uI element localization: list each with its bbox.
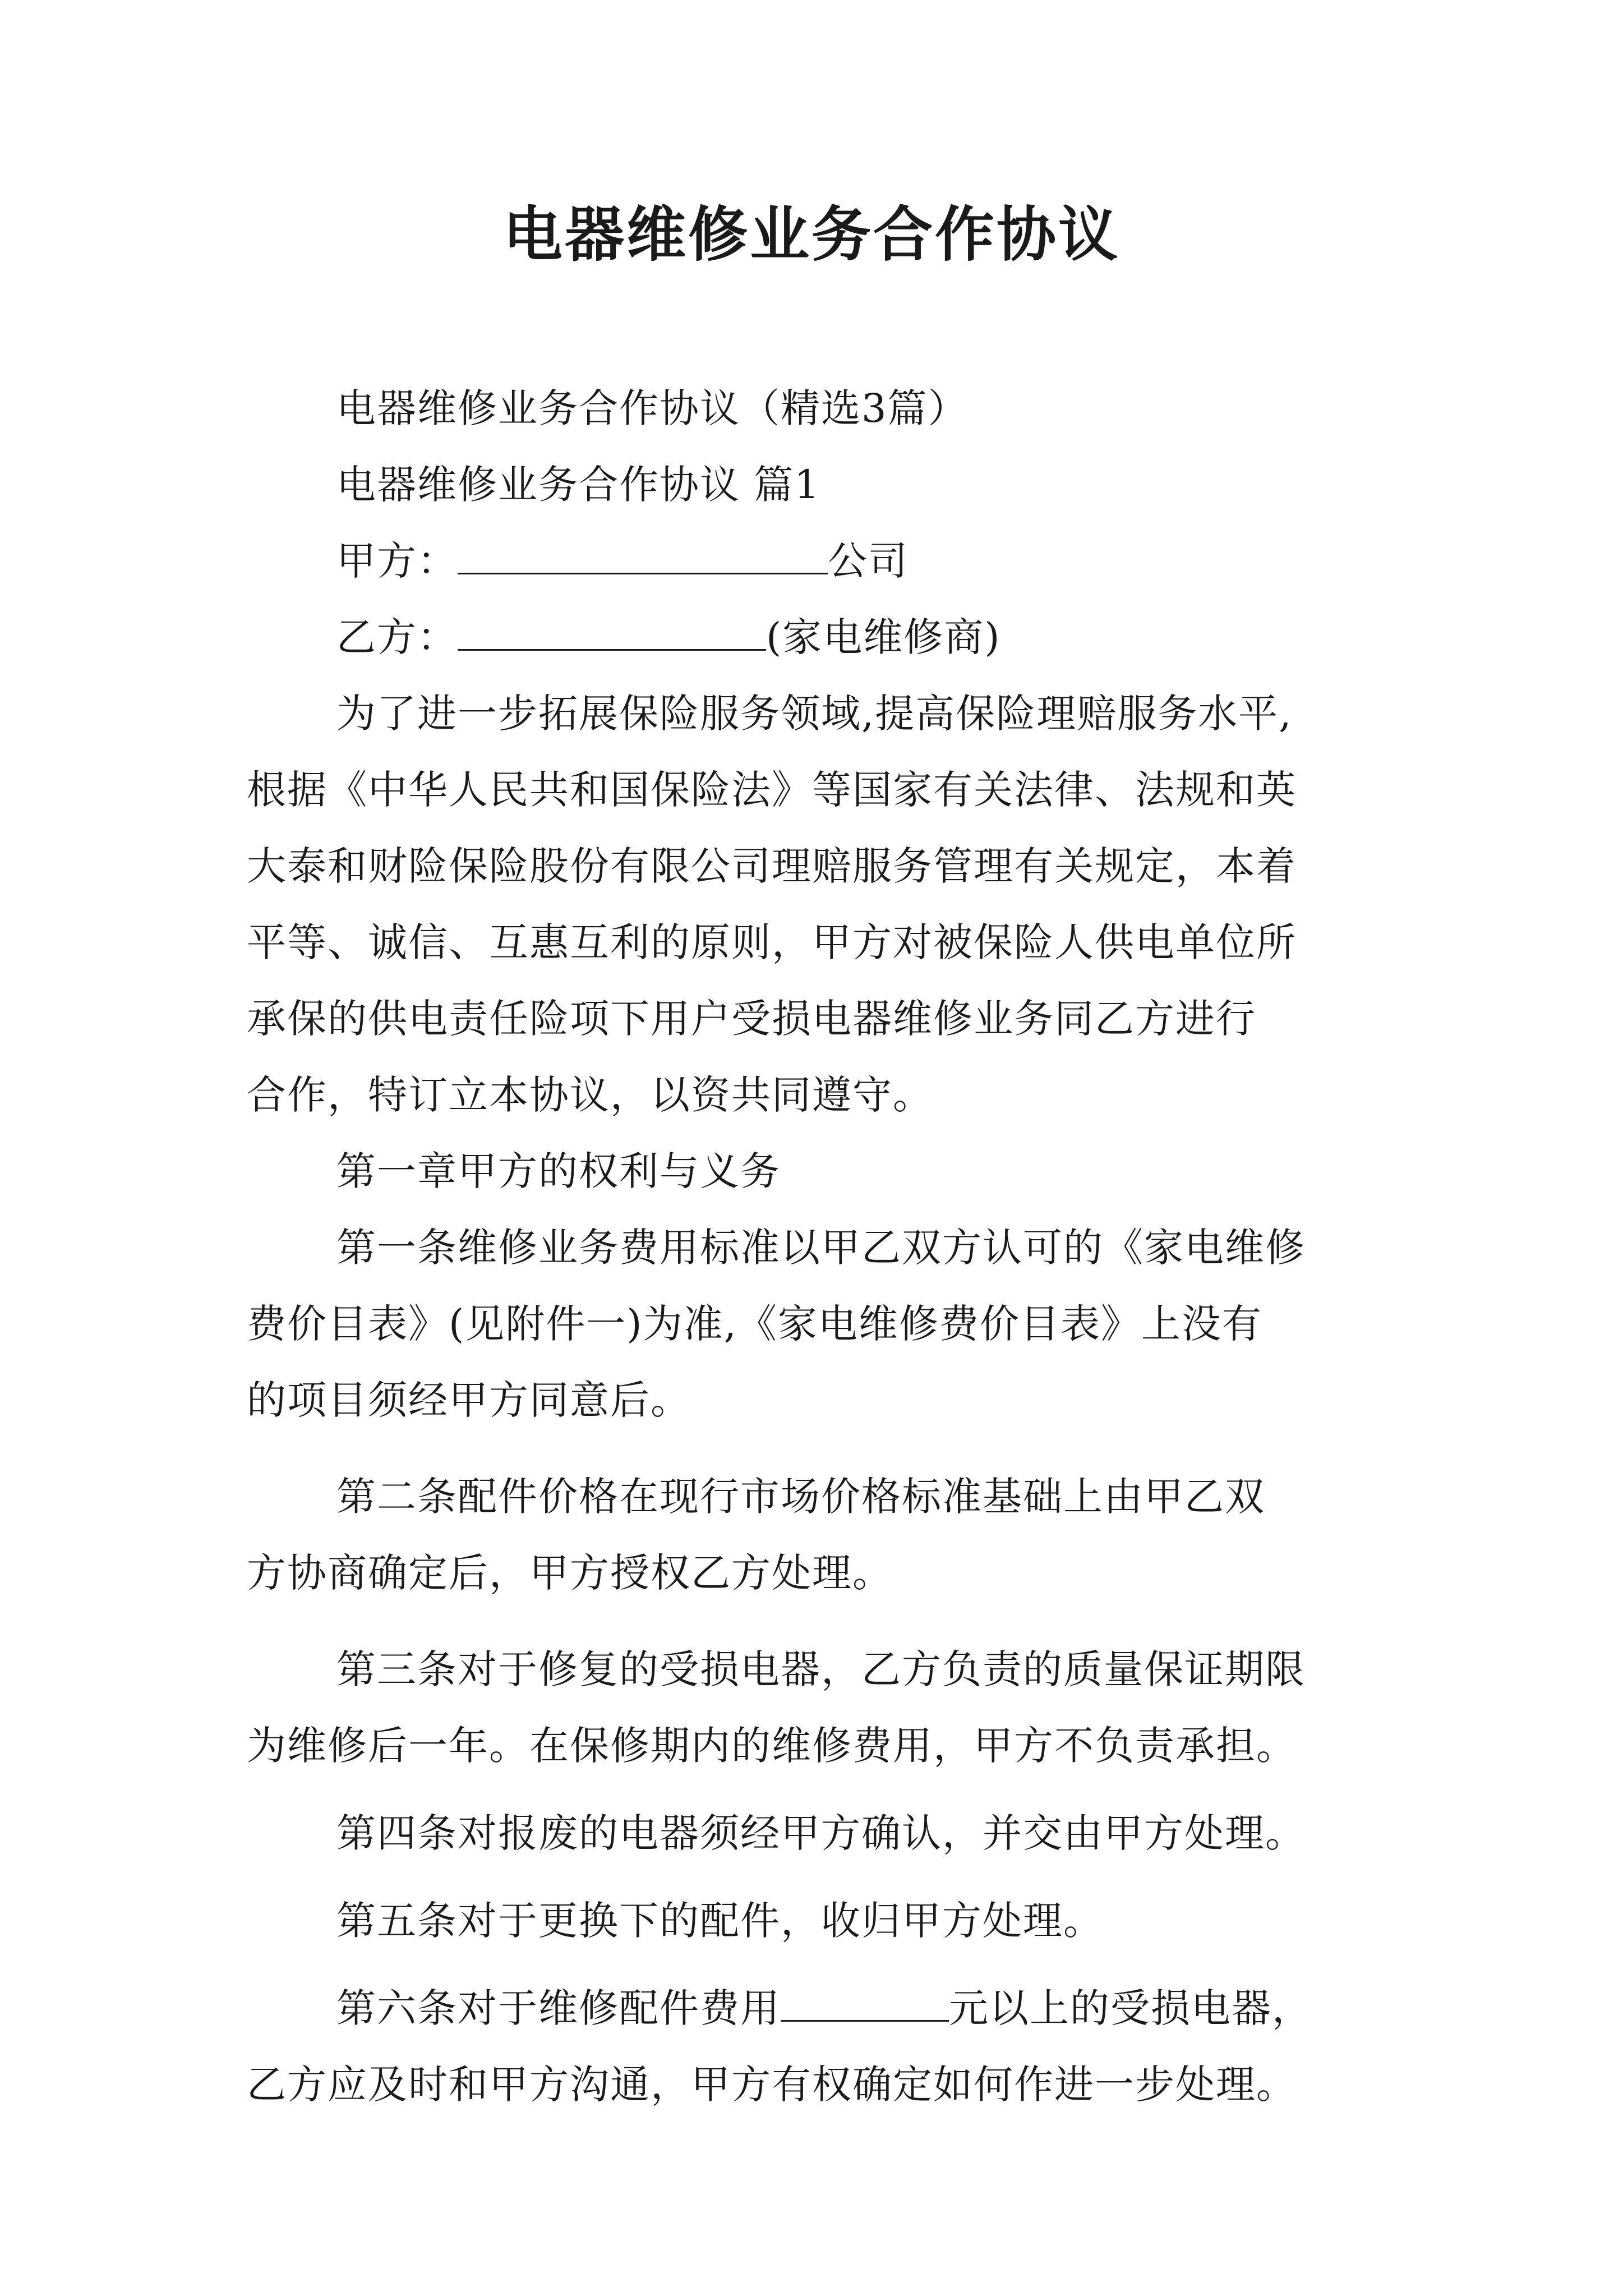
party-a-suffix: 公司 (828, 538, 909, 584)
article-4: 第四条对报废的电器须经甲方确认，并交由甲方处理。 (336, 1810, 1306, 1856)
article-line: 第三条对于修复的受损电器，乙方负责的质量保证期限 (336, 1646, 1306, 1692)
party-a-line (247, 523, 1391, 599)
section-heading: 电器维修业务合作协议 篇1 (336, 462, 820, 508)
article-line (247, 1970, 1391, 2046)
article-line: 为维修后一年。在保修期内的维修费用，甲方不负责承担。 (247, 1723, 1297, 1769)
preamble-line: 合作，特订立本协议，以资共同遵守。 (247, 1072, 933, 1118)
chapter-heading: 第一章甲方的权利与义务 (336, 1148, 781, 1194)
preamble-line: 为了进一步拓展保险服务领域,提高保险理赔服务水平, (336, 691, 1293, 737)
preamble-line: 承保的供电责任险项下用户受损电器维修业务同乙方进行 (247, 996, 1256, 1042)
party-b-blank (458, 616, 766, 651)
party-a-label: 甲方： (336, 538, 458, 584)
party-b-suffix: (家电维修商) (766, 614, 1001, 660)
article-line: 费价目表》(见附件一)为准,《家电维修费价目表》上没有 (247, 1301, 1262, 1347)
article-2 (247, 1458, 1391, 1611)
preamble-line: 平等、诚信、互惠互利的原则，甲方对被保险人供电单位所 (247, 919, 1297, 965)
amount-blank (781, 1987, 949, 2022)
article-line: 第一条维修业务费用标准以甲乙双方认可的《家电维修 (336, 1225, 1306, 1271)
article-6-suffix: 元以上的受损电器， (949, 1985, 1312, 2031)
article-line: 乙方应及时和甲方沟通，甲方有权确定如何作进一步处理。 (247, 2062, 1297, 2108)
document-body (247, 370, 1391, 2123)
party-b-label: 乙方： (336, 614, 458, 660)
party-b-line (247, 599, 1391, 675)
document-title: 电器维修业务合作协议 (503, 200, 1120, 269)
preamble-line: 根据《中华人民共和国保险法》等国家有关法律、法规和英 (247, 767, 1297, 813)
article-line: 第二条配件价格在现行市场价格标准基础上由甲乙双 (336, 1474, 1265, 1520)
article-line: 的项目须经甲方同意后。 (247, 1377, 691, 1423)
preamble-line: 大泰和财险保险股份有限公司理赔服务管理有关规定，本着 (247, 843, 1297, 889)
preamble-paragraph (247, 675, 1391, 1133)
party-a-blank (458, 540, 828, 574)
subtitle: 电器维修业务合作协议（精选3篇） (336, 385, 969, 431)
article-3 (247, 1631, 1391, 1784)
article-6-prefix: 第六条对于维修配件费用 (336, 1985, 781, 2031)
article-line: 方协商确定后，甲方授权乙方处理。 (247, 1550, 893, 1596)
article-6 (247, 1970, 1391, 2123)
article-1 (247, 1209, 1391, 1438)
article-5: 第五条对于更换下的配件，收归甲方处理。 (336, 1898, 1104, 1944)
